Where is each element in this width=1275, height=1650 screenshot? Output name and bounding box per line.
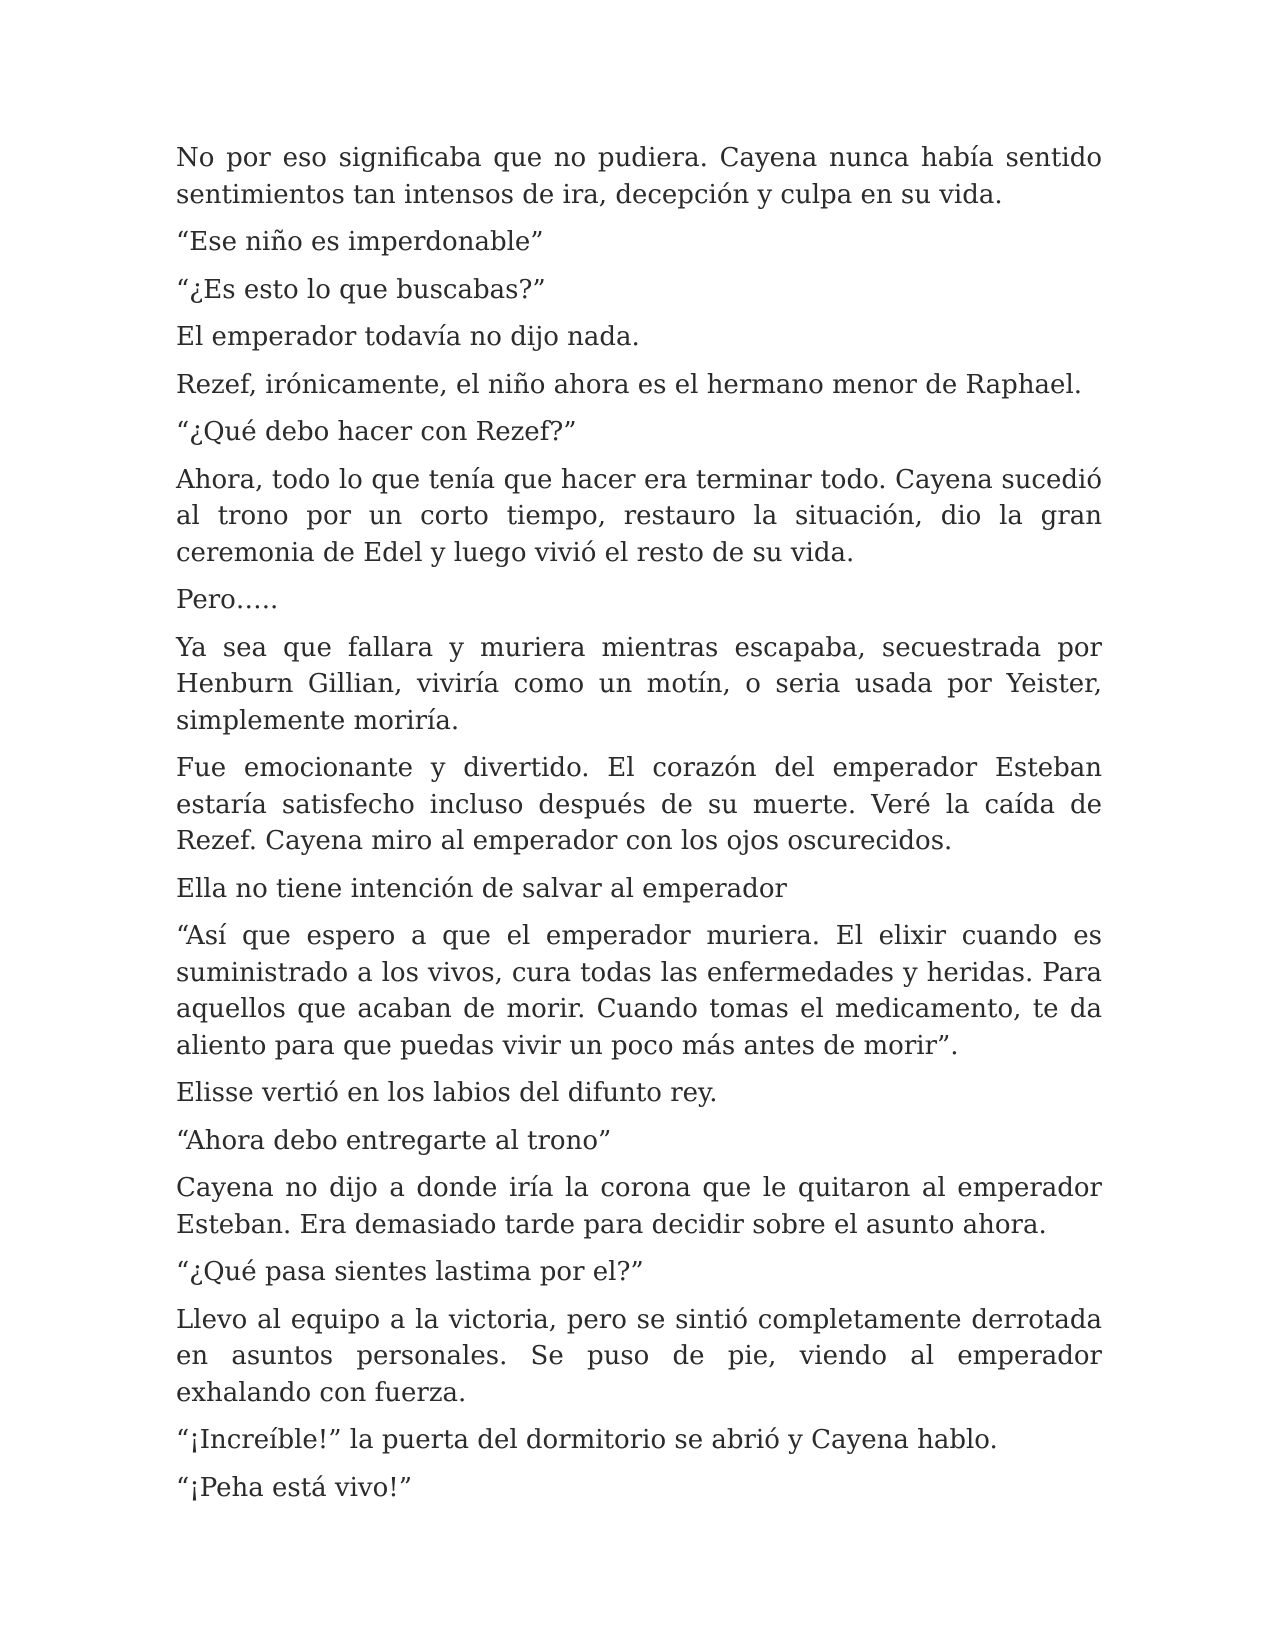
paragraph: No por eso significaba que no pudiera. Cayena nunca había sentido sentimientos tan intensos de ira, decepción y culpa en su vida. xyxy=(176,143,1102,210)
document-body xyxy=(176,140,1102,1506)
paragraph: Rezef, irónicamente, el niño ahora es el hermano menor de Raphael. xyxy=(176,369,1083,400)
paragraph: “¡Increíble!” la puerta del dormitorio se abrió y Cayena hablo. xyxy=(176,1425,998,1455)
paragraph: Ya sea que fallara y muriera mientras escapaba, secuestrada por Henburn Gillian, viviría como un motín, o seria usada por Yeister, simplemente moriría. xyxy=(176,632,1102,736)
paragraph: El emperador todavía no dijo nada. xyxy=(176,322,640,352)
paragraph: Ahora, todo lo que tenía que hacer era terminar todo. Cayena sucedió al trono por un corto tiempo, restauro la situación, dio la gran ceremonia de Edel y luego vivió el resto de su vida. xyxy=(176,464,1102,568)
paragraph: “¿Qué debo hacer con Rezef?” xyxy=(176,417,577,447)
paragraph: “¡Peha está vivo!” xyxy=(176,1472,412,1503)
paragraph: “Ahora debo entregarte al trono” xyxy=(176,1125,612,1156)
paragraph: Pero….. xyxy=(176,585,279,615)
paragraph: Elisse vertió en los labios del difunto rey. xyxy=(176,1078,718,1108)
paragraph: “¿Qué pasa sientes lastima por el?” xyxy=(176,1257,644,1287)
paragraph: “Ese niño es imperdonable” xyxy=(176,227,544,257)
paragraph: Llevo al equipo a la victoria, pero se sintió completamente derrotada en asuntos personales. Se puso de pie, viendo al emperador exhalando con fuerza. xyxy=(176,1304,1102,1408)
paragraph: Cayena no dijo a donde iría la corona que le quitaron al emperador Esteban. Era demasiado tarde para decidir sobre el asunto ahora. xyxy=(176,1173,1102,1240)
paragraph: “Así que espero a que el emperador muriera. El elixir cuando es suministrado a los vivos, cura todas las enfermedades y heridas. Para aquellos que acaban de morir. Cuando tomas el medicamento, te da aliento para que puedas vivir un poco más antes de morir”. xyxy=(176,921,1102,1061)
paragraph: Fue emocionante y divertido. El corazón del emperador Esteban estaría satisfecho incluso después de su muerte. Veré la caída de Rezef. Cayena miro al emperador con los ojos oscurecidos. xyxy=(176,753,1102,856)
paragraph: Ella no tiene intención de salvar al emperador xyxy=(176,873,787,904)
paragraph: “¿Es esto lo que buscabas?” xyxy=(176,274,546,305)
